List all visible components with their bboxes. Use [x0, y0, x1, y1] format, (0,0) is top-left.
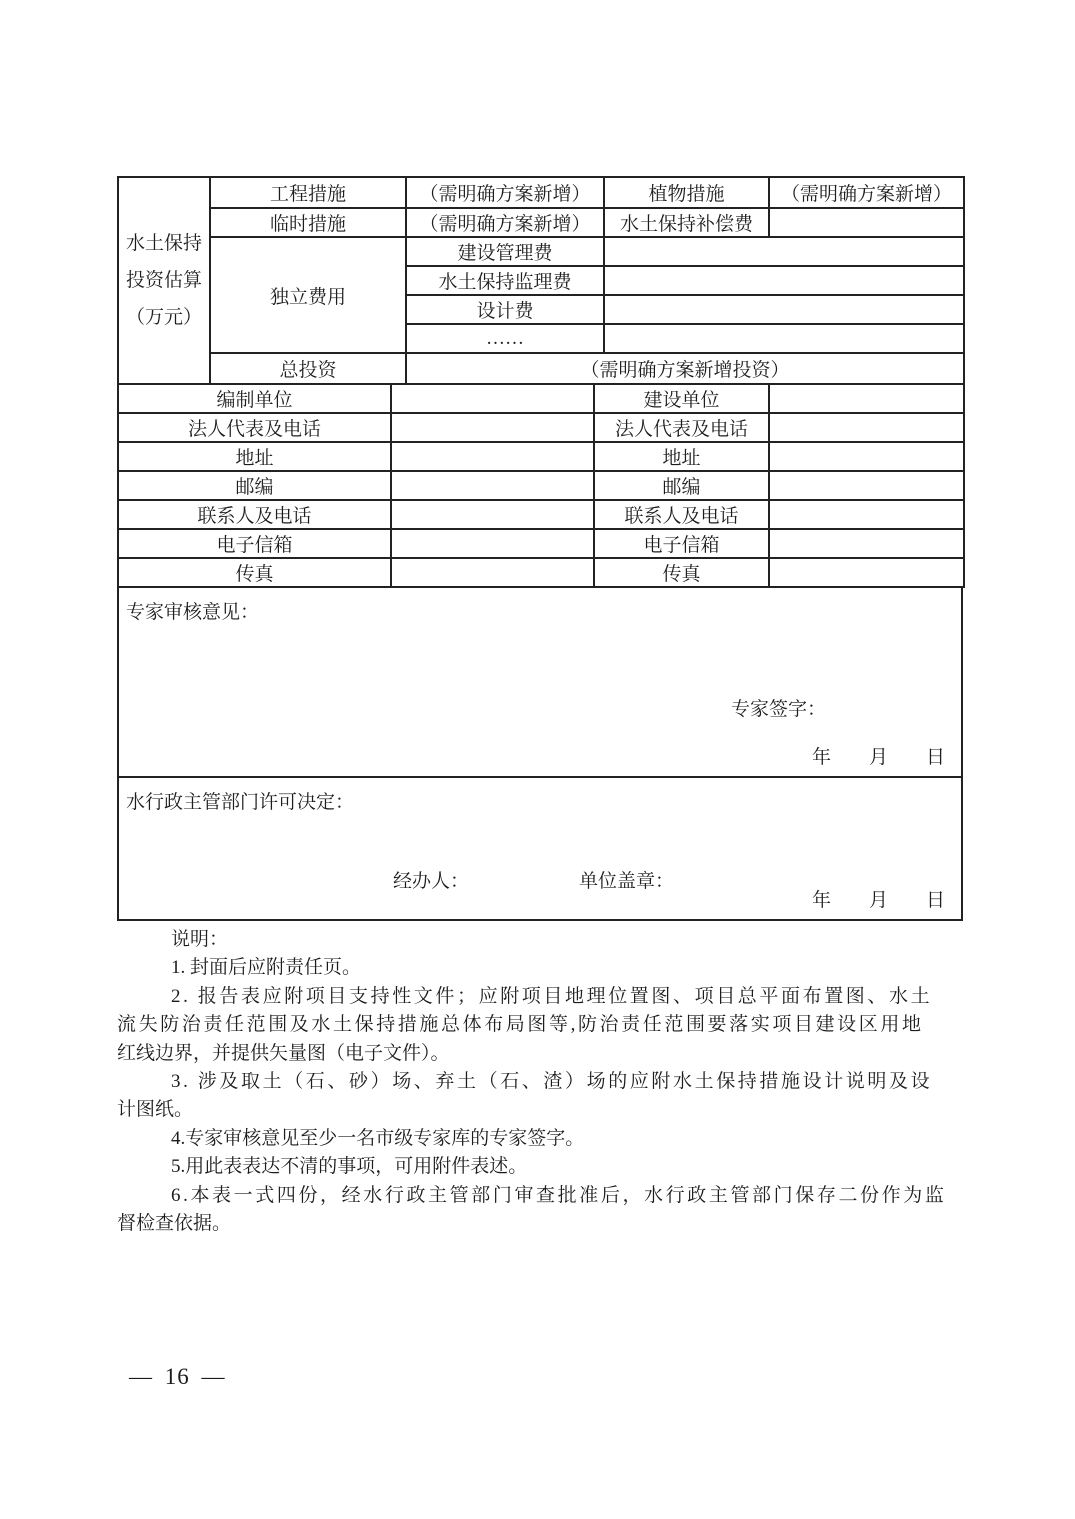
- address-right-label-cell: 地址: [594, 442, 769, 471]
- construction-unit-label-cell: 建设单位: [594, 384, 769, 413]
- compiling-unit-value-cell: [391, 384, 594, 413]
- address-left-label-cell: 地址: [118, 442, 391, 471]
- postcode-left-value-cell: [391, 471, 594, 500]
- postcode-left-label-cell: 邮编: [118, 471, 391, 500]
- legal-rep-right-value-cell: [769, 413, 964, 442]
- contact-row-email: [118, 529, 964, 558]
- temporary-measures-cell: 临时措施: [210, 208, 406, 237]
- contact-person-right-value-cell: [769, 500, 964, 529]
- expert-review-section: [117, 588, 963, 778]
- contact-table: [117, 383, 965, 588]
- investment-row-temporary: [118, 208, 964, 237]
- seal-label: 单位盖章：: [579, 871, 675, 892]
- plant-measures-cell: 植物措施: [604, 177, 769, 208]
- temporary-value-cell: （需明确方案新增）: [406, 208, 604, 237]
- notes-section: [117, 926, 965, 1238]
- expert-signature-label: 专家签字：: [731, 699, 827, 720]
- design-value-cell: [604, 295, 964, 324]
- note-line-3-cont: 计图纸。: [117, 1099, 194, 1121]
- legal-rep-left-label-cell: 法人代表及电话: [118, 413, 391, 442]
- independent-cost-cell: 独立费用: [210, 237, 406, 353]
- contact-person-right-label-cell: 联系人及电话: [594, 500, 769, 529]
- fax-left-label-cell: 传真: [118, 558, 391, 587]
- legal-rep-left-value-cell: [391, 413, 594, 442]
- approval-form: [117, 176, 963, 921]
- compiling-unit-label-cell: 编制单位: [118, 384, 391, 413]
- fax-left-value-cell: [391, 558, 594, 587]
- handler-label: 经办人：: [393, 871, 470, 892]
- ellipsis-value-cell: [604, 324, 964, 353]
- authority-date-month: 月: [868, 890, 888, 911]
- compensation-fee-cell: 水土保持补偿费: [604, 208, 769, 237]
- total-investment-cell: 总投资: [210, 353, 406, 384]
- contact-person-left-label-cell: 联系人及电话: [118, 500, 391, 529]
- contact-row-address: [118, 442, 964, 471]
- engineering-measures-cell: 工程措施: [210, 177, 406, 208]
- email-right-value-cell: [769, 529, 964, 558]
- ellipsis-cell: ……: [406, 324, 604, 353]
- expert-date-month: 月: [868, 747, 888, 768]
- expert-date-day: 日: [925, 747, 945, 768]
- note-line-3: 3. 涉及取土（石、砂）场、弃土（石、渣）场的应附水土保持措施设计说明及设: [171, 1070, 933, 1092]
- note-line-5: 5.用此表表达不清的事项，可用附件表述。: [171, 1156, 528, 1178]
- email-left-value-cell: [391, 529, 594, 558]
- notes-heading: 说明：: [171, 929, 229, 950]
- contact-row-legal-rep: [118, 413, 964, 442]
- contact-row-unit: [118, 384, 964, 413]
- total-investment-value-cell: （需明确方案新增投资）: [406, 353, 964, 384]
- investment-row-construction-mgmt: [118, 237, 964, 266]
- compensation-value-cell: [769, 208, 964, 237]
- contact-row-postcode: [118, 471, 964, 500]
- postcode-right-label-cell: 邮编: [594, 471, 769, 500]
- legal-rep-right-label-cell: 法人代表及电话: [594, 413, 769, 442]
- expert-review-title: 专家审核意见：: [126, 602, 260, 623]
- expert-date-line: [812, 742, 945, 769]
- investment-row-total: [118, 353, 964, 384]
- design-fee-cell: 设计费: [406, 295, 604, 324]
- note-line-4: 4.专家审核意见至少一名市级专家库的专家签字。: [171, 1127, 585, 1149]
- email-left-label-cell: 电子信箱: [118, 529, 391, 558]
- page-number: — 16 —: [129, 1364, 226, 1389]
- investment-header-cell: 水土保持投资估算（万元）: [118, 177, 210, 384]
- note-line-1: 1. 封面后应附责任页。: [171, 957, 362, 979]
- fax-right-label-cell: 传真: [594, 558, 769, 587]
- supervision-fee-cell: 水土保持监理费: [406, 266, 604, 295]
- authority-date-year: 年: [811, 890, 831, 911]
- email-right-label-cell: 电子信箱: [594, 529, 769, 558]
- note-line-6: 6.本表一式四份，经水行政主管部门审查批准后，水行政主管部门保存二份作为监: [171, 1184, 947, 1206]
- postcode-right-value-cell: [769, 471, 964, 500]
- authority-decision-section: [117, 778, 963, 921]
- note-line-2-end: 红线边界，并提供矢量图（电子文件）。: [117, 1042, 450, 1064]
- contact-person-left-value-cell: [391, 500, 594, 529]
- note-line-6-cont: 督检查依据。: [117, 1212, 232, 1234]
- authority-date-line: [812, 885, 945, 912]
- contact-row-contact-person: [118, 500, 964, 529]
- address-right-value-cell: [769, 442, 964, 471]
- fax-right-value-cell: [769, 558, 964, 587]
- construction-mgmt-fee-cell: 建设管理费: [406, 237, 604, 266]
- supervision-value-cell: [604, 266, 964, 295]
- authority-date-day: 日: [925, 890, 945, 911]
- investment-table: [117, 176, 965, 385]
- construction-unit-value-cell: [769, 384, 964, 413]
- engineering-value-cell: （需明确方案新增）: [406, 177, 604, 208]
- contact-row-fax: [118, 558, 964, 587]
- authority-decision-title: 水行政主管部门许可决定：: [126, 792, 355, 813]
- note-line-2-cont: 流失防治责任范围及水土保持措施总体布局图等,防治责任范围要落实项目建设区用地: [117, 1014, 924, 1036]
- investment-row-engineering: [118, 177, 964, 208]
- plant-value-cell: （需明确方案新增）: [769, 177, 964, 208]
- expert-date-year: 年: [811, 747, 831, 768]
- address-left-value-cell: [391, 442, 594, 471]
- construction-mgmt-value-cell: [604, 237, 964, 266]
- note-line-2: 2. 报告表应附项目支持性文件；应附项目地理位置图、项目总平面布置图、水土: [171, 985, 933, 1007]
